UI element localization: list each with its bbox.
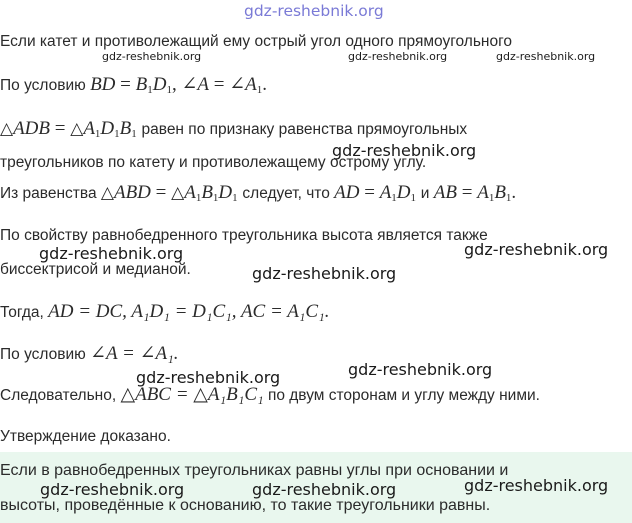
watermark-top: gdz-reshebnik.org xyxy=(244,2,384,20)
angle-formula: ∠A = ∠A₁. xyxy=(90,343,179,364)
consequence-formula-1: △ABD = $\triangle A_1B_1D_1$ xyxy=(100,182,238,204)
watermark-1: gdz-reshebnik.org xyxy=(332,141,477,160)
watermark-6: gdz-reshebnik.org xyxy=(136,368,281,387)
consequence-formula-3: AB = $A_1B_1$. xyxy=(433,182,517,204)
watermark-3: gdz-reshebnik.org xyxy=(464,240,609,259)
property-line-1: По свойству равнобедренного треугольника высота является также xyxy=(0,227,488,244)
property-line-2: биссектрисой и медианой. xyxy=(0,261,191,278)
triangle-equality-text: равен по признаку равенства прямоугольных xyxy=(141,121,468,138)
watermark-5: gdz-reshebnik.org xyxy=(348,360,493,379)
watermark-7: gdz-reshebnik.org xyxy=(40,480,185,499)
consequence-formula-2: AD = $A_1D_1$ xyxy=(334,182,417,204)
proved-line: Утверждение доказано. xyxy=(0,428,171,445)
condition-line-2: По условию ∠A = ∠A₁. xyxy=(0,343,179,364)
watermark-2: gdz-reshebnik.org xyxy=(39,244,184,263)
watermark-8: gdz-reshebnik.org xyxy=(252,480,397,499)
watermark-small-2: gdz-reshebnik.org xyxy=(348,50,448,63)
consequence-line: Из равенства △ABD = $\triangle A_1B_1D_1$ следует, что AD = $A_1D_1$ и AB = $A_1B_1$. xyxy=(0,182,517,204)
conclusion-line: Следовательно, △ABC = △A₁B₁C₁ по двум сторонам и углу между ними. xyxy=(0,384,540,405)
intro-text: Если катет и противолежащий ему острый угол одного прямоугольного xyxy=(0,33,513,50)
watermark-4: gdz-reshebnik.org xyxy=(252,264,397,283)
note-line-2: высоты, проведённые к основанию, то такие треугольники равны. xyxy=(0,497,491,514)
condition-formula: BD = $B_1D_1$, ∠A = $\angle A_1$. xyxy=(90,74,267,96)
then-line: Тогда, AD = DC, A₁D₁ = D₁C₁, AC = A₁C₁. xyxy=(0,301,330,322)
watermark-small-1: gdz-reshebnik.org xyxy=(102,50,202,63)
watermark-small-3: gdz-reshebnik.org xyxy=(496,50,596,63)
condition-line-1 xyxy=(0,75,267,100)
then-formula: AD = DC, A₁D₁ = D₁C₁, AC = A₁C₁. xyxy=(48,301,330,322)
criterion-line: треугольников по катету и противолежащему острому углу. xyxy=(0,154,427,171)
note-line-1: Если в равнобедренных треугольниках равны углы при основании и xyxy=(0,462,509,479)
condition-prefix: По условию xyxy=(0,77,86,94)
triangle-formula: △ADB = $\triangle A_1D_1B_1$ xyxy=(0,118,137,140)
conclusion-formula: △ABC = △A₁B₁C₁ xyxy=(120,384,264,405)
watermark-9: gdz-reshebnik.org xyxy=(464,476,609,495)
